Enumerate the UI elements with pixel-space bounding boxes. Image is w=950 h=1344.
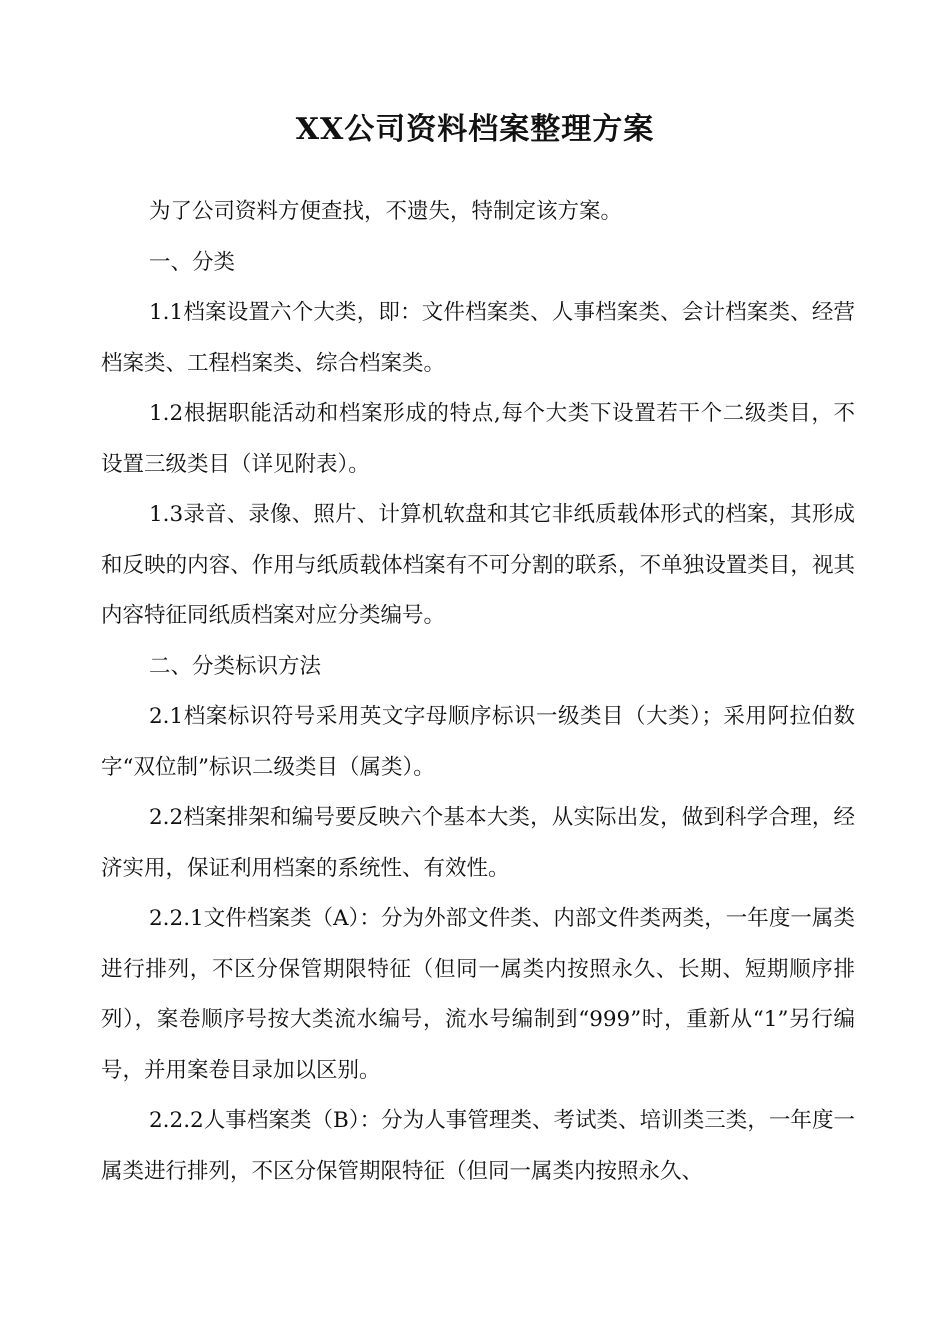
paragraph-1-1: 1.1档案设置六个大类，即：文件档案类、人事档案类、会计档案类、经营档案类、工程档案类、综合档案类。 (101, 300, 855, 376)
section-heading-classification: 一、分类 (149, 249, 236, 275)
document-title: XX公司资料档案整理方案 (295, 112, 655, 147)
section-heading-identification: 二、分类标识方法 (149, 653, 322, 679)
paragraph-intro: 为了公司资料方便查找，不遗失，特制定该方案。 (149, 199, 623, 224)
document-body (101, 187, 855, 1197)
paragraph-2-2-1: 2.2.1文件档案类（A）：分为外部文件类、内部文件类两类，一年度一属类进行排列，不区分保管期限特征（但同一属类内按照永久、长期、短期顺序排列），案卷顺序号按大类流水编号，流水号编制到“999”时，重新从“1”另行编号，并用案卷目录加以区别。 (101, 906, 855, 1083)
paragraph-2-2: 2.2档案排架和编号要反映六个基本大类，从实际出发，做到科学合理，经济实用，保证利用档案的系统性、有效性。 (101, 805, 855, 881)
paragraph-1-3: 1.3录音、录像、照片、计算机软盘和其它非纸质载体形式的档案，其形成和反映的内容、作用与纸质载体档案有不可分割的联系，不单独设置类目，视其内容特征同纸质档案对应分类编号。 (101, 502, 855, 628)
paragraph-2-2-2: 2.2.2人事档案类（B）：分为人事管理类、考试类、培训类三类，一年度一属类进行排列，不区分保管期限特征（但同一属类内按照永久、 (101, 1108, 855, 1184)
paragraph-1-2: 1.2根据职能活动和档案形成的特点,每个大类下设置若干个二级类目，不设置三级类目（详见附表）。 (101, 401, 855, 477)
paragraph-2-1: 2.1档案标识符号采用英文字母顺序标识一级类目（大类）；采用阿拉伯数字“双位制”标识二级类目（属类）。 (101, 704, 855, 780)
